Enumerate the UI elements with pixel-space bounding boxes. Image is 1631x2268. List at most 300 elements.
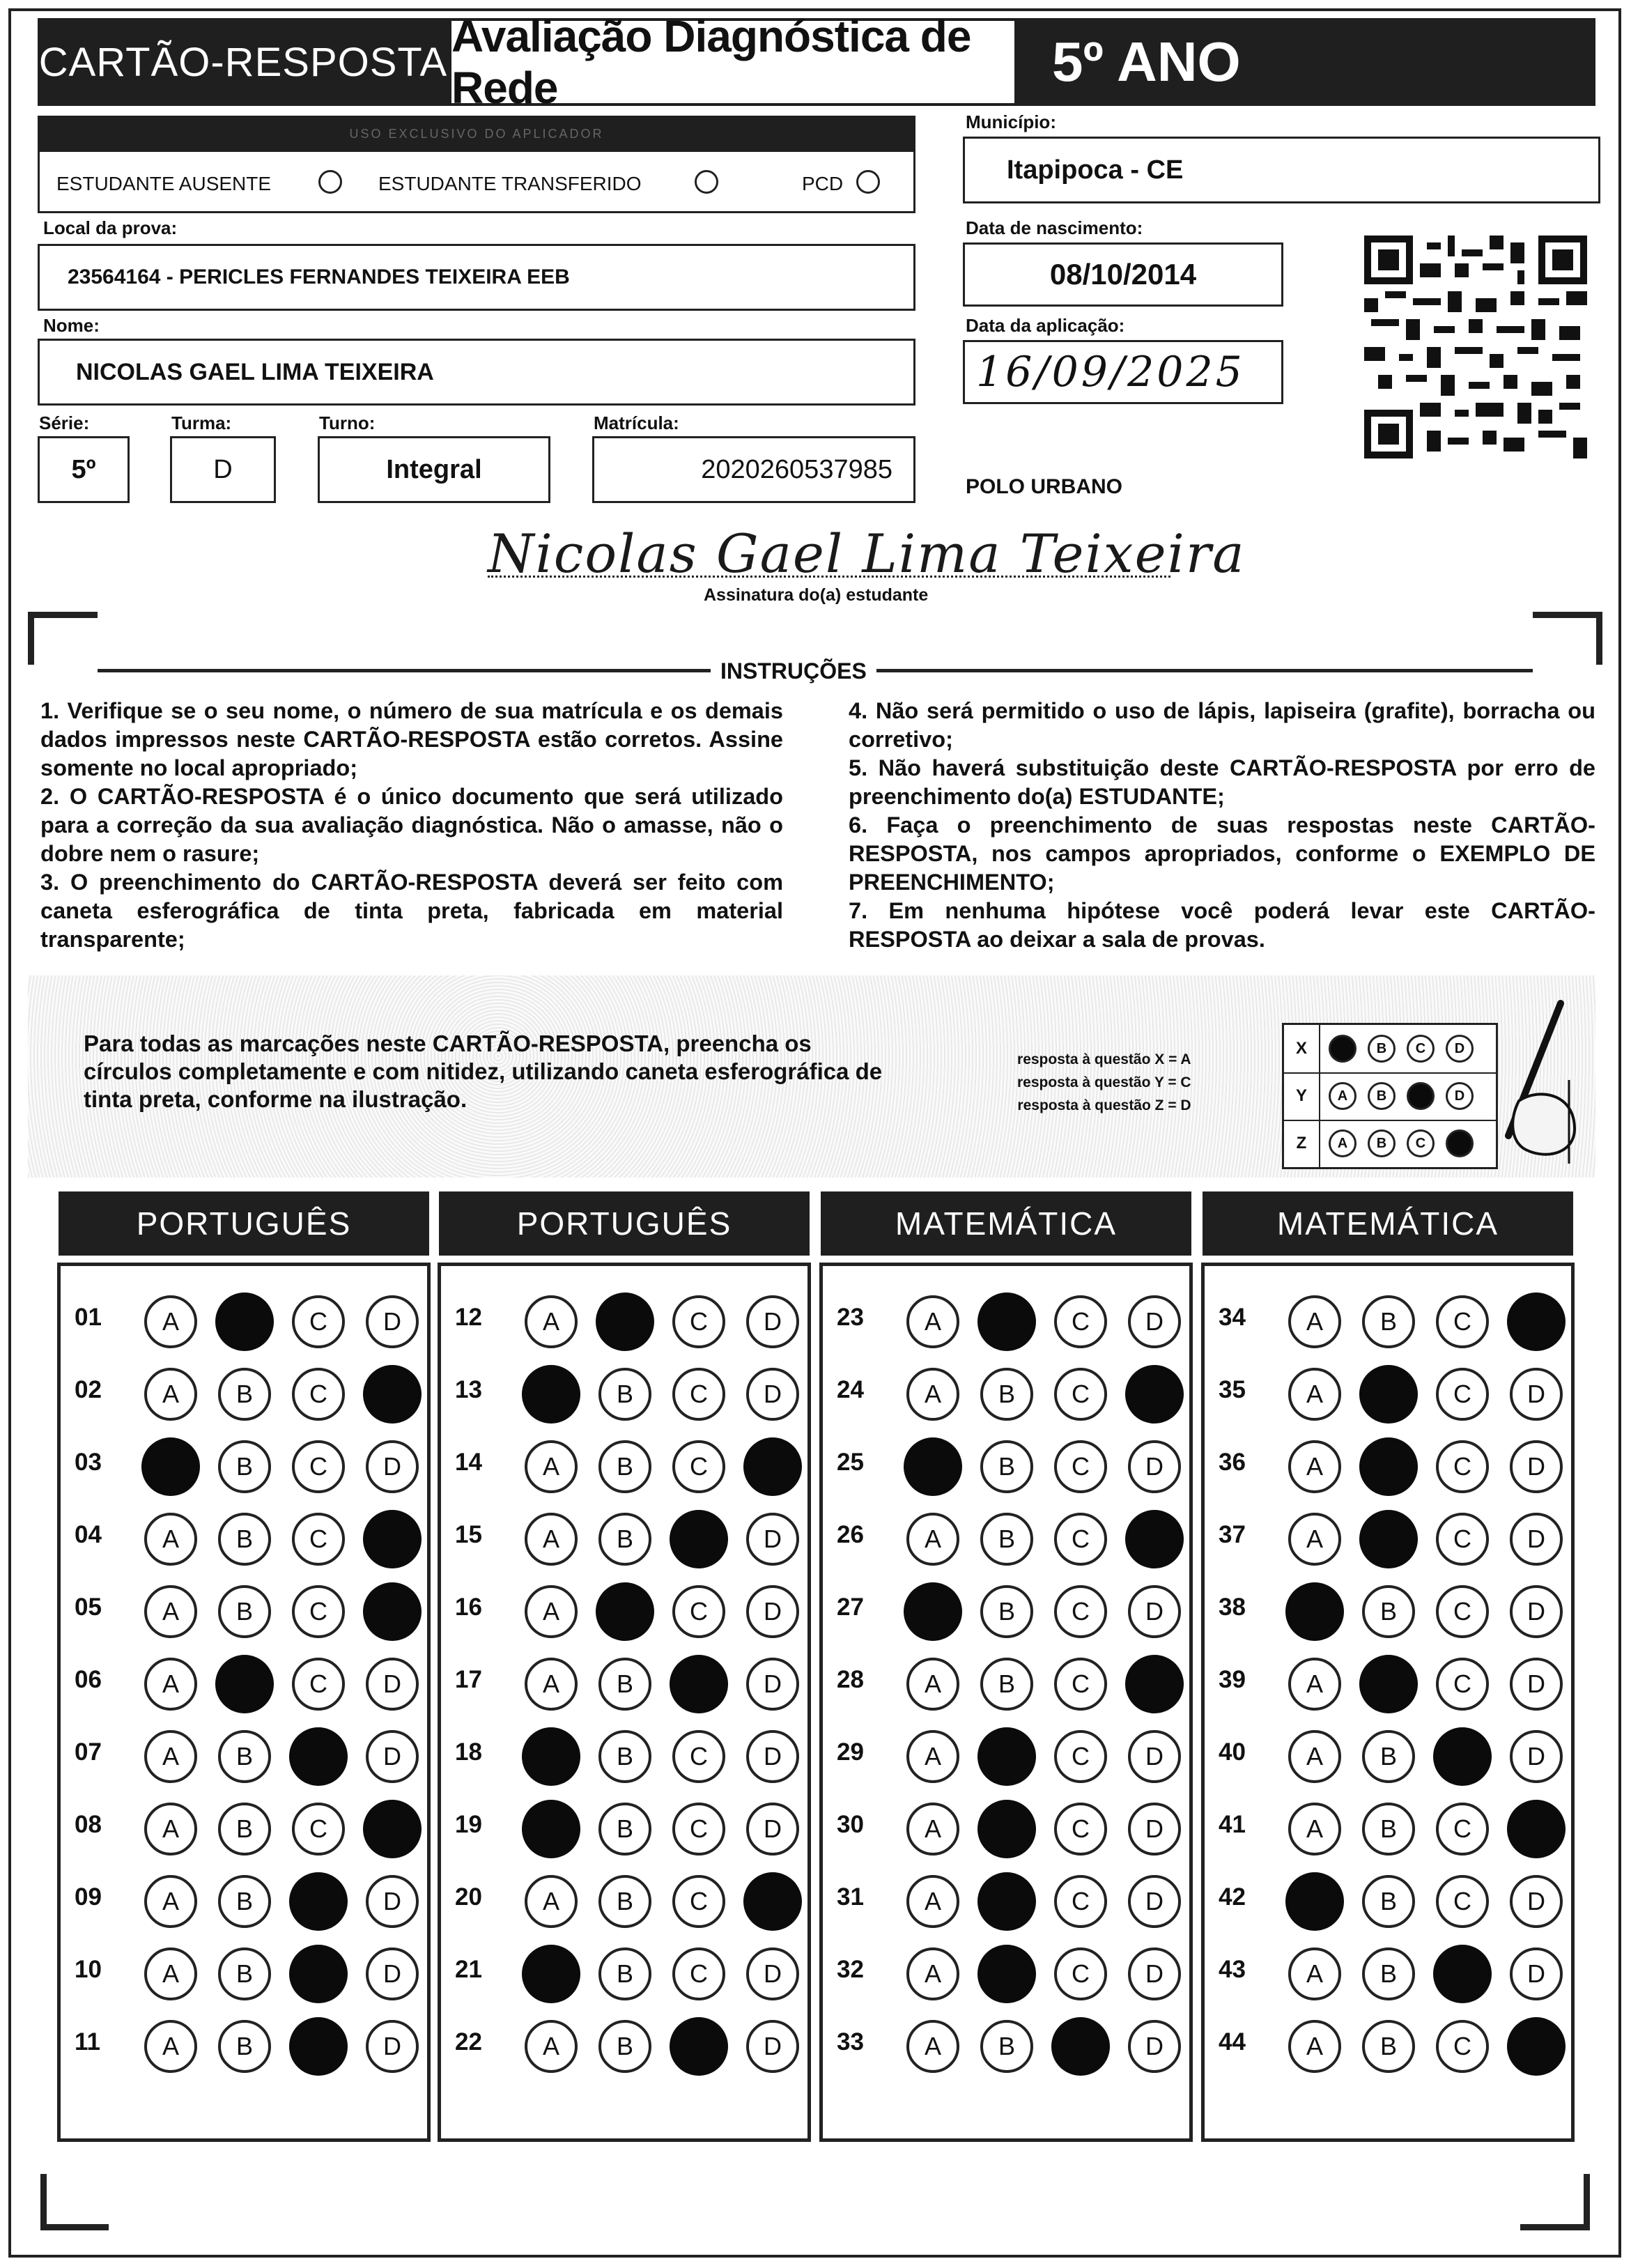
answer-bubble-d[interactable]: D <box>1128 2020 1181 2073</box>
question-row <box>61 1504 427 1567</box>
answer-bubble-c[interactable]: C <box>292 1803 345 1856</box>
instruction-item: 4. Não será permitido o uso de lápis, lapiseira (grafite), borracha ou corretivo; <box>849 698 1595 752</box>
answer-bubble-d[interactable]: D <box>366 2020 419 2073</box>
answer-bubble-d[interactable] <box>1507 1293 1566 1351</box>
question-number: 35 <box>1219 1376 1246 1403</box>
answer-bubble-a[interactable]: A <box>906 1947 959 2000</box>
answer-bubble-b[interactable]: B <box>598 1803 651 1856</box>
example-bubble: B <box>1368 1035 1396 1063</box>
answer-bubble-c[interactable]: C <box>292 1585 345 1638</box>
answer-bubble-d[interactable]: D <box>1510 1368 1563 1421</box>
answer-bubble-b[interactable] <box>596 1293 654 1351</box>
answer-bubble-c[interactable]: C <box>1054 1658 1107 1711</box>
answer-bubble-d[interactable]: D <box>1128 1440 1181 1493</box>
answer-bubble-b[interactable]: B <box>1362 1947 1415 2000</box>
answer-bubble-d[interactable]: D <box>1510 1585 1563 1638</box>
instruction-item: 3. O preenchimento do CARTÃO-RESPOSTA deverá ser feito com caneta esferográfica de tinta preta, fabricada em material transparente; <box>40 870 783 952</box>
answer-bubble-c[interactable] <box>289 1945 348 2003</box>
answer-bubble-d[interactable]: D <box>1128 1875 1181 1928</box>
answer-bubble-a[interactable]: A <box>144 1368 197 1421</box>
question-number: 03 <box>75 1449 102 1476</box>
answer-bubble-c[interactable]: C <box>672 1295 725 1348</box>
answer-box <box>438 1263 811 2142</box>
question-row <box>441 1867 807 1929</box>
corner-mark-tl-v <box>28 612 34 665</box>
nome-label: Nome: <box>43 315 100 336</box>
answer-bubble-a[interactable]: A <box>906 1295 959 1348</box>
absent-checkbox[interactable] <box>318 170 342 194</box>
corner-mark-tr <box>1533 612 1602 618</box>
answer-bubble-b[interactable]: B <box>598 1440 651 1493</box>
answer-bubble-b[interactable] <box>1359 1365 1418 1424</box>
answer-bubble-c[interactable]: C <box>292 1295 345 1348</box>
signature: Nicolas Gael Lima Teixeira <box>488 523 1246 585</box>
answer-bubble-d[interactable]: D <box>1510 1440 1563 1493</box>
answer-bubble-d[interactable]: D <box>1128 1730 1181 1783</box>
answer-bubble-a[interactable]: A <box>1288 1803 1341 1856</box>
question-row <box>1205 1939 1571 2002</box>
answer-bubble-a[interactable]: A <box>1288 1513 1341 1566</box>
question-row <box>61 1359 427 1422</box>
question-number: 41 <box>1219 1811 1246 1838</box>
answer-bubble-c[interactable]: C <box>672 1440 725 1493</box>
question-number: 20 <box>455 1883 482 1911</box>
answer-bubble-a[interactable] <box>1285 1872 1344 1931</box>
answer-bubble-d[interactable]: D <box>746 2020 799 2073</box>
local-field: 23564164 - PERICLES FERNANDES TEIXEIRA EEB <box>38 244 915 311</box>
legend-item: resposta à questão Y = C <box>1017 1074 1191 1090</box>
instructions-col-right <box>849 697 1595 954</box>
answer-bubble-d[interactable]: D <box>746 1658 799 1711</box>
answer-bubble-d[interactable]: D <box>746 1295 799 1348</box>
matricula-label: Matrícula: <box>594 412 679 433</box>
answer-bubble-b[interactable]: B <box>218 2020 271 2073</box>
answer-bubble-b[interactable] <box>596 1582 654 1641</box>
example-bubble: B <box>1368 1129 1396 1157</box>
exam-title: Avaliação Diagnóstica de Rede <box>449 18 1017 106</box>
question-number: 36 <box>1219 1449 1246 1476</box>
legend-item: resposta à questão Z = D <box>1017 1097 1191 1113</box>
answer-bubble-c[interactable]: C <box>1054 1440 1107 1493</box>
example-grid <box>1282 1023 1498 1169</box>
answer-bubble-a[interactable]: A <box>1288 1440 1341 1493</box>
question-number: 09 <box>75 1883 102 1911</box>
serie-label: Série: <box>39 412 90 433</box>
answer-bubble-b[interactable]: B <box>218 1368 271 1421</box>
answer-bubble-d[interactable]: D <box>1510 1947 1563 2000</box>
answer-bubble-c[interactable]: C <box>292 1368 345 1421</box>
answer-bubble-a[interactable] <box>904 1582 962 1641</box>
question-number: 08 <box>75 1811 102 1838</box>
question-row <box>1205 1504 1571 1567</box>
answer-bubble-a[interactable]: A <box>144 1295 197 1348</box>
example-bubble <box>1407 1082 1435 1110</box>
answer-bubble-a[interactable]: A <box>906 1730 959 1783</box>
answer-bubble-a[interactable]: A <box>1288 1658 1341 1711</box>
answer-bubble-d[interactable]: D <box>366 1440 419 1493</box>
answer-bubble-a[interactable] <box>522 1365 580 1424</box>
pcd-checkbox[interactable] <box>856 170 880 194</box>
answer-bubble-a[interactable] <box>904 1437 962 1496</box>
answer-bubble-d[interactable]: D <box>746 1368 799 1421</box>
example-bubble: B <box>1368 1082 1396 1110</box>
answer-bubble-d[interactable] <box>363 1582 422 1641</box>
question-row <box>1205 1649 1571 1712</box>
answer-bubble-c[interactable]: C <box>1054 1585 1107 1638</box>
turno-label: Turno: <box>319 412 376 433</box>
question-number: 30 <box>837 1811 864 1838</box>
question-row <box>441 1577 807 1640</box>
question-number: 40 <box>1219 1738 1246 1766</box>
answer-bubble-c[interactable] <box>670 1655 728 1713</box>
answer-bubble-d[interactable]: D <box>366 1658 419 1711</box>
answer-bubble-a[interactable]: A <box>144 1947 197 2000</box>
answer-bubble-c[interactable]: C <box>672 1368 725 1421</box>
answer-bubble-a[interactable]: A <box>906 1513 959 1566</box>
question-number: 31 <box>837 1883 864 1911</box>
answer-bubble-b[interactable]: B <box>218 1440 271 1493</box>
answer-bubble-c[interactable]: C <box>1054 1730 1107 1783</box>
answer-box <box>57 1263 431 2142</box>
answer-bubble-a[interactable]: A <box>144 1730 197 1783</box>
question-row <box>1205 1577 1571 1640</box>
answer-bubble-d[interactable] <box>363 1365 422 1424</box>
instructions-title: INSTRUÇÕES <box>711 658 876 684</box>
answer-bubble-b[interactable] <box>977 1872 1036 1931</box>
answer-bubble-a[interactable]: A <box>525 1513 578 1566</box>
example-key: Z <box>1284 1120 1320 1167</box>
transferred-checkbox[interactable] <box>695 170 718 194</box>
answer-bubble-c[interactable] <box>670 1510 728 1568</box>
answer-bubble-c[interactable] <box>670 2017 728 2076</box>
answer-bubble-d[interactable]: D <box>1510 1513 1563 1566</box>
question-number: 25 <box>837 1449 864 1476</box>
question-number: 27 <box>837 1594 864 1621</box>
answer-bubble-a[interactable]: A <box>144 1803 197 1856</box>
answer-bubble-b[interactable]: B <box>598 1513 651 1566</box>
answer-bubble-a[interactable]: A <box>144 1875 197 1928</box>
instruction-item: 5. Não haverá substituição deste CARTÃO-RESPOSTA por erro de preenchimento do(a) ESTUDANTE; <box>849 755 1595 809</box>
absent-label: ESTUDANTE AUSENTE <box>56 173 272 194</box>
corner-mark-br-v <box>1584 2174 1590 2230</box>
answer-bubble-b[interactable]: B <box>980 1440 1033 1493</box>
answer-bubble-b[interactable] <box>977 1945 1036 2003</box>
local-label: Local da prova: <box>43 217 178 238</box>
question-number: 42 <box>1219 1883 1246 1911</box>
question-row <box>61 1722 427 1784</box>
answer-bubble-d[interactable]: D <box>366 1875 419 1928</box>
answer-bubble-d[interactable] <box>1125 1510 1184 1568</box>
answer-bubble-b[interactable] <box>1359 1437 1418 1496</box>
question-number: 37 <box>1219 1521 1246 1548</box>
answer-bubble-c[interactable]: C <box>1436 1875 1489 1928</box>
answer-bubble-b[interactable] <box>1359 1655 1418 1713</box>
example-text: Para todas as marcações neste CARTÃO-RESPOSTA, preencha os círculos completamente e com nitidez, utilizando caneta esferográfica de tinta preta, conforme na ilustração. <box>84 1031 883 1112</box>
answer-bubble-a[interactable]: A <box>1288 1947 1341 2000</box>
answer-bubble-c[interactable]: C <box>1436 1295 1489 1348</box>
answer-bubble-d[interactable] <box>743 1872 802 1931</box>
answer-bubble-a[interactable]: A <box>525 1295 578 1348</box>
question-number: 13 <box>455 1376 482 1403</box>
instructions-col-left <box>40 697 783 954</box>
answer-bubble-c[interactable]: C <box>1436 1585 1489 1638</box>
turno-field: Integral <box>318 436 550 503</box>
question-number: 07 <box>75 1738 102 1766</box>
status-box <box>38 152 915 213</box>
answer-bubble-d[interactable]: D <box>1510 1875 1563 1928</box>
answer-bubble-c[interactable]: C <box>672 1947 725 2000</box>
answer-bubble-a[interactable]: A <box>906 1803 959 1856</box>
answer-bubble-c[interactable]: C <box>672 1730 725 1783</box>
answer-bubble-d[interactable] <box>363 1510 422 1568</box>
example-bubble: C <box>1407 1035 1435 1063</box>
signature-label: Assinatura do(a) estudante <box>704 585 929 605</box>
polo-label: POLO URBANO <box>966 475 1122 498</box>
answer-bubble-d[interactable] <box>1125 1655 1184 1713</box>
instruction-item: 2. O CARTÃO-RESPOSTA é o único documento que será utilizado para a correção da sua avaliação diagnóstica. Não o amasse, não o dobre nem o rasure; <box>40 784 783 866</box>
subject-header: MATEMÁTICA <box>821 1191 1191 1256</box>
answer-bubble-c[interactable]: C <box>672 1585 725 1638</box>
answer-bubble-c[interactable]: C <box>1436 2020 1489 2073</box>
answer-bubble-c[interactable] <box>289 2017 348 2076</box>
question-number: 12 <box>455 1304 482 1331</box>
answer-bubble-c[interactable]: C <box>1436 1803 1489 1856</box>
answer-bubble-c[interactable]: C <box>1436 1440 1489 1493</box>
answer-bubble-b[interactable]: B <box>218 1730 271 1783</box>
answer-bubble-d[interactable] <box>1507 1800 1566 1858</box>
answer-bubble-c[interactable]: C <box>292 1513 345 1566</box>
municipio-label: Município: <box>966 111 1056 132</box>
answer-bubble-a[interactable]: A <box>1288 1295 1341 1348</box>
question-row <box>441 1432 807 1495</box>
corner-mark-bl <box>40 2224 109 2230</box>
question-number: 24 <box>837 1376 864 1403</box>
answer-bubble-c[interactable]: C <box>292 1658 345 1711</box>
question-row <box>1205 2012 1571 2074</box>
example-bubble <box>1446 1129 1474 1157</box>
answer-bubble-d[interactable]: D <box>746 1947 799 2000</box>
question-number: 23 <box>837 1304 864 1331</box>
answer-bubble-b[interactable] <box>977 1293 1036 1351</box>
answer-bubble-b[interactable]: B <box>980 2020 1033 2073</box>
answer-bubble-a[interactable]: A <box>525 1875 578 1928</box>
answer-bubble-d[interactable]: D <box>1510 1730 1563 1783</box>
aplicacao-field <box>963 340 1283 404</box>
answer-bubble-b[interactable]: B <box>1362 1803 1415 1856</box>
question-row <box>441 1287 807 1350</box>
question-number: 17 <box>455 1666 482 1693</box>
question-row <box>1205 1867 1571 1929</box>
answer-bubble-c[interactable] <box>289 1727 348 1786</box>
answer-bubble-c[interactable] <box>1051 2017 1110 2076</box>
answer-bubble-d[interactable] <box>743 1437 802 1496</box>
nascimento-label: Data de nascimento: <box>966 217 1143 238</box>
answer-bubble-c[interactable]: C <box>1054 1513 1107 1566</box>
question-number: 10 <box>75 1956 102 1983</box>
answer-bubble-d[interactable]: D <box>746 1585 799 1638</box>
answer-bubble-b[interactable]: B <box>598 1875 651 1928</box>
instruction-item: 1. Verifique se o seu nome, o número de sua matrícula e os demais dados impressos neste CARTÃO-RESPOSTA estão corretos. Assine somente no local apropriado; <box>40 698 783 780</box>
answer-bubble-d[interactable]: D <box>1128 1803 1181 1856</box>
answer-bubble-d[interactable]: D <box>746 1513 799 1566</box>
answer-bubble-b[interactable]: B <box>218 1947 271 2000</box>
question-number: 34 <box>1219 1304 1246 1331</box>
answer-bubble-a[interactable]: A <box>1288 1368 1341 1421</box>
example-key: Y <box>1284 1072 1320 1120</box>
corner-mark-tl <box>28 612 98 618</box>
answer-bubble-d[interactable]: D <box>366 1295 419 1348</box>
answer-bubble-a[interactable] <box>522 1945 580 2003</box>
question-number: 44 <box>1219 2028 1246 2055</box>
answer-bubble-b[interactable]: B <box>598 2020 651 2073</box>
aplicacao-label: Data da aplicação: <box>966 315 1125 336</box>
answer-bubble-c[interactable]: C <box>1054 1947 1107 2000</box>
question-row <box>1205 1722 1571 1784</box>
answer-bubble-d[interactable]: D <box>1128 1585 1181 1638</box>
answer-bubble-b[interactable]: B <box>218 1513 271 1566</box>
signature-line <box>488 576 1170 578</box>
question-row <box>61 1939 427 2002</box>
example-bubble <box>1329 1035 1356 1063</box>
answer-bubble-c[interactable]: C <box>292 1440 345 1493</box>
answer-bubble-b[interactable]: B <box>1362 1875 1415 1928</box>
example-row <box>1284 1120 1496 1167</box>
answer-bubble-d[interactable]: D <box>366 1730 419 1783</box>
answer-bubble-b[interactable]: B <box>1362 1585 1415 1638</box>
answer-bubble-a[interactable] <box>1285 1582 1344 1641</box>
answer-bubble-d[interactable]: D <box>746 1803 799 1856</box>
question-row <box>823 1649 1189 1712</box>
answer-bubble-b[interactable]: B <box>598 1730 651 1783</box>
answer-bubble-d[interactable]: D <box>746 1730 799 1783</box>
answer-bubble-b[interactable] <box>977 1800 1036 1858</box>
question-number: 18 <box>455 1738 482 1766</box>
answer-bubble-a[interactable]: A <box>906 1658 959 1711</box>
answer-bubble-a[interactable]: A <box>906 1875 959 1928</box>
answer-bubble-b[interactable]: B <box>218 1585 271 1638</box>
answer-bubble-c[interactable]: C <box>672 1875 725 1928</box>
answer-bubble-b[interactable]: B <box>218 1803 271 1856</box>
answer-bubble-a[interactable]: A <box>1288 1730 1341 1783</box>
answer-bubble-b[interactable] <box>215 1293 274 1351</box>
answer-bubble-a[interactable] <box>141 1437 200 1496</box>
answer-bubble-a[interactable]: A <box>1288 2020 1341 2073</box>
answer-bubble-b[interactable]: B <box>598 1658 651 1711</box>
answer-bubble-d[interactable] <box>1125 1365 1184 1424</box>
question-row <box>1205 1287 1571 1350</box>
answer-bubble-c[interactable] <box>289 1872 348 1931</box>
subject-header: MATEMÁTICA <box>1203 1191 1573 1256</box>
answer-bubble-b[interactable]: B <box>1362 1730 1415 1783</box>
answer-bubble-c[interactable] <box>1433 1945 1492 2003</box>
question-row <box>61 1794 427 1857</box>
answer-bubble-d[interactable]: D <box>1128 1295 1181 1348</box>
answer-bubble-a[interactable]: A <box>144 1585 197 1638</box>
answer-bubble-b[interactable]: B <box>980 1658 1033 1711</box>
municipio-field: Itapipoca - CE <box>963 137 1600 203</box>
question-number: 33 <box>837 2028 864 2055</box>
answer-bubble-a[interactable]: A <box>525 1658 578 1711</box>
question-number: 04 <box>75 1521 102 1548</box>
answer-bubble-c[interactable]: C <box>1054 1368 1107 1421</box>
answer-bubble-d[interactable]: D <box>366 1947 419 2000</box>
answer-bubble-b[interactable]: B <box>598 1947 651 2000</box>
answer-bubble-a[interactable]: A <box>525 1440 578 1493</box>
answer-box <box>1201 1263 1575 2142</box>
answer-bubble-b[interactable]: B <box>980 1585 1033 1638</box>
answer-bubble-a[interactable]: A <box>906 2020 959 2073</box>
answer-bubble-d[interactable]: D <box>1128 1947 1181 2000</box>
matricula-field: 2020260537985 <box>592 436 915 503</box>
question-number: 16 <box>455 1594 482 1621</box>
example-bubble: A <box>1329 1129 1356 1157</box>
question-row <box>1205 1794 1571 1857</box>
answer-bubble-b[interactable]: B <box>598 1368 651 1421</box>
answer-bubble-a[interactable] <box>522 1727 580 1786</box>
answer-bubble-a[interactable]: A <box>525 1585 578 1638</box>
answer-bubble-b[interactable]: B <box>1362 2020 1415 2073</box>
answer-bubble-c[interactable]: C <box>1436 1658 1489 1711</box>
answer-bubble-c[interactable]: C <box>1436 1368 1489 1421</box>
answer-bubble-d[interactable] <box>363 1800 422 1858</box>
pcd-label: PCD <box>802 173 844 194</box>
answer-bubble-a[interactable]: A <box>906 1368 959 1421</box>
answer-bubble-c[interactable]: C <box>1054 1295 1107 1348</box>
question-row <box>61 1867 427 1929</box>
answer-bubble-a[interactable]: A <box>144 1658 197 1711</box>
question-number: 21 <box>455 1956 482 1983</box>
turma-field: D <box>170 436 276 503</box>
answer-bubble-d[interactable] <box>1507 2017 1566 2076</box>
question-number: 06 <box>75 1666 102 1693</box>
answer-bubble-c[interactable]: C <box>672 1803 725 1856</box>
question-number: 05 <box>75 1594 102 1621</box>
example-row <box>1284 1072 1496 1121</box>
question-number: 28 <box>837 1666 864 1693</box>
question-row <box>823 1359 1189 1422</box>
question-number: 22 <box>455 2028 482 2055</box>
question-row <box>441 2012 807 2074</box>
question-number: 11 <box>75 2028 100 2055</box>
answer-bubble-b[interactable]: B <box>980 1368 1033 1421</box>
answer-bubble-a[interactable]: A <box>144 1513 197 1566</box>
answer-bubble-b[interactable] <box>977 1727 1036 1786</box>
instruction-item: 7. Em nenhuma hipótese você poderá levar este CARTÃO-RESPOSTA ao deixar a sala de provas. <box>849 898 1595 952</box>
answer-bubble-b[interactable] <box>215 1655 274 1713</box>
question-row <box>823 1794 1189 1857</box>
answer-bubble-b[interactable]: B <box>218 1875 271 1928</box>
transferred-label: ESTUDANTE TRANSFERIDO <box>378 173 642 194</box>
answer-bubble-b[interactable]: B <box>980 1513 1033 1566</box>
answer-bubble-c[interactable]: C <box>1054 1875 1107 1928</box>
answer-bubble-c[interactable]: C <box>1436 1513 1489 1566</box>
answer-bubble-a[interactable]: A <box>144 2020 197 2073</box>
answer-bubble-a[interactable]: A <box>525 2020 578 2073</box>
question-row <box>61 2012 427 2074</box>
example-key: X <box>1284 1025 1320 1072</box>
answer-bubble-b[interactable] <box>1359 1510 1418 1568</box>
answer-bubble-d[interactable]: D <box>1510 1658 1563 1711</box>
example-legend <box>1017 1048 1191 1117</box>
question-number: 43 <box>1219 1956 1246 1983</box>
answer-bubble-c[interactable]: C <box>1054 1803 1107 1856</box>
answer-bubble-c[interactable] <box>1433 1727 1492 1786</box>
qr-code <box>1364 236 1587 458</box>
subject-header: PORTUGUÊS <box>439 1191 810 1256</box>
answer-bubble-a[interactable] <box>522 1800 580 1858</box>
answer-bubble-b[interactable]: B <box>1362 1295 1415 1348</box>
question-number: 02 <box>75 1376 102 1403</box>
